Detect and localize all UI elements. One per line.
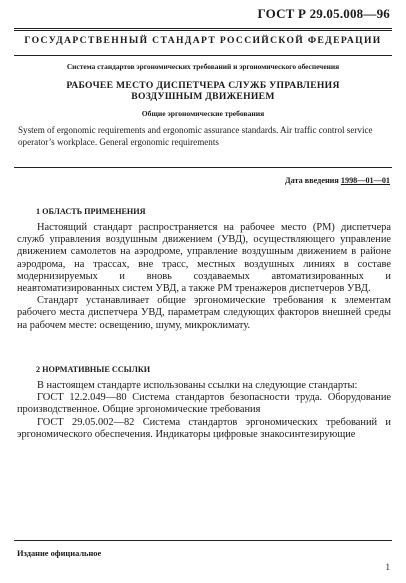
introduction-date-value: 1998—01—01 bbox=[340, 176, 390, 185]
page-number: 1 bbox=[385, 562, 390, 572]
banner-bottom-rule bbox=[14, 55, 392, 56]
english-title-rule bbox=[14, 167, 392, 168]
header-top-rule-2 bbox=[14, 30, 392, 31]
document-title-line-1: РАБОЧЕЕ МЕСТО ДИСПЕТЧЕРА СЛУЖБ УПРАВЛЕНИЯ bbox=[66, 80, 340, 91]
section-2-paragraph-2: ГОСТ 12.2.049—80 Система стандартов безопасности труда. Оборудование производственное. Общие эргономические требования bbox=[17, 392, 391, 416]
introduction-date-label: Дата введения bbox=[285, 176, 339, 185]
introduction-date bbox=[285, 176, 390, 185]
document-code: ГОСТ Р 29.05.008—96 bbox=[257, 6, 390, 21]
section-2-body bbox=[17, 380, 391, 441]
header-top-rule bbox=[14, 28, 392, 29]
system-title: Система стандартов эргономических требований и эргономического обеспечения bbox=[66, 62, 340, 71]
document-title bbox=[14, 80, 392, 102]
section-2-paragraph-1: В настоящем стандарте использованы ссылки на следующие стандарты: bbox=[37, 380, 358, 391]
section-1-paragraph-1: Настоящий стандарт распространяется на рабочее место (РМ) диспетчера служб управления воздушным движением (УВД), осуществляющего управление движением самолетов на аэродроме, управление воздушным движением в районе аэродрома, на трассах, вне трасс, местных воздушных линиях в составе модернизируемых и вновь создаваемых автоматизированных и неавтоматизированных систем УВД, а также РМ тренажеров диспетчеров УВД. bbox=[17, 222, 391, 295]
section-2-paragraph-3: ГОСТ 29.05.002—82 Система стандартов эргономических требований и эргономического обеспечения. Индикаторы цифровые знакосинтезирующие bbox=[17, 416, 391, 440]
document-subtitle: Общие эргономические требования bbox=[141, 109, 265, 118]
section-1-heading: 1 ОБЛАСТЬ ПРИМЕНЕНИЯ bbox=[36, 207, 146, 216]
official-edition-label: Издание официальное bbox=[17, 549, 102, 558]
state-standard-banner: ГОСУДАРСТВЕННЫЙ СТАНДАРТ РОССИЙСКОЙ ФЕДЕРАЦИИ bbox=[24, 35, 382, 46]
english-title: System of ergonomic requirements and ergonomic assurance standards. Air traffic control service operator’s workplace. General ergonomic requirements bbox=[18, 125, 373, 147]
section-2-heading: 2 НОРМАТИВНЫЕ ССЫЛКИ bbox=[36, 365, 151, 374]
footer-rule bbox=[14, 540, 392, 541]
section-1-body bbox=[17, 222, 391, 332]
section-1-paragraph-2: Стандарт устанавливает общие эргономические требования к элементам рабочего места диспетчера УВД, параметрам следующих факторов внешней среды на рабочем месте: освещению, шуму, микроклимату. bbox=[17, 295, 391, 331]
document-title-line-2: ВОЗДУШНЫМ ДВИЖЕНИЕМ bbox=[131, 91, 275, 102]
